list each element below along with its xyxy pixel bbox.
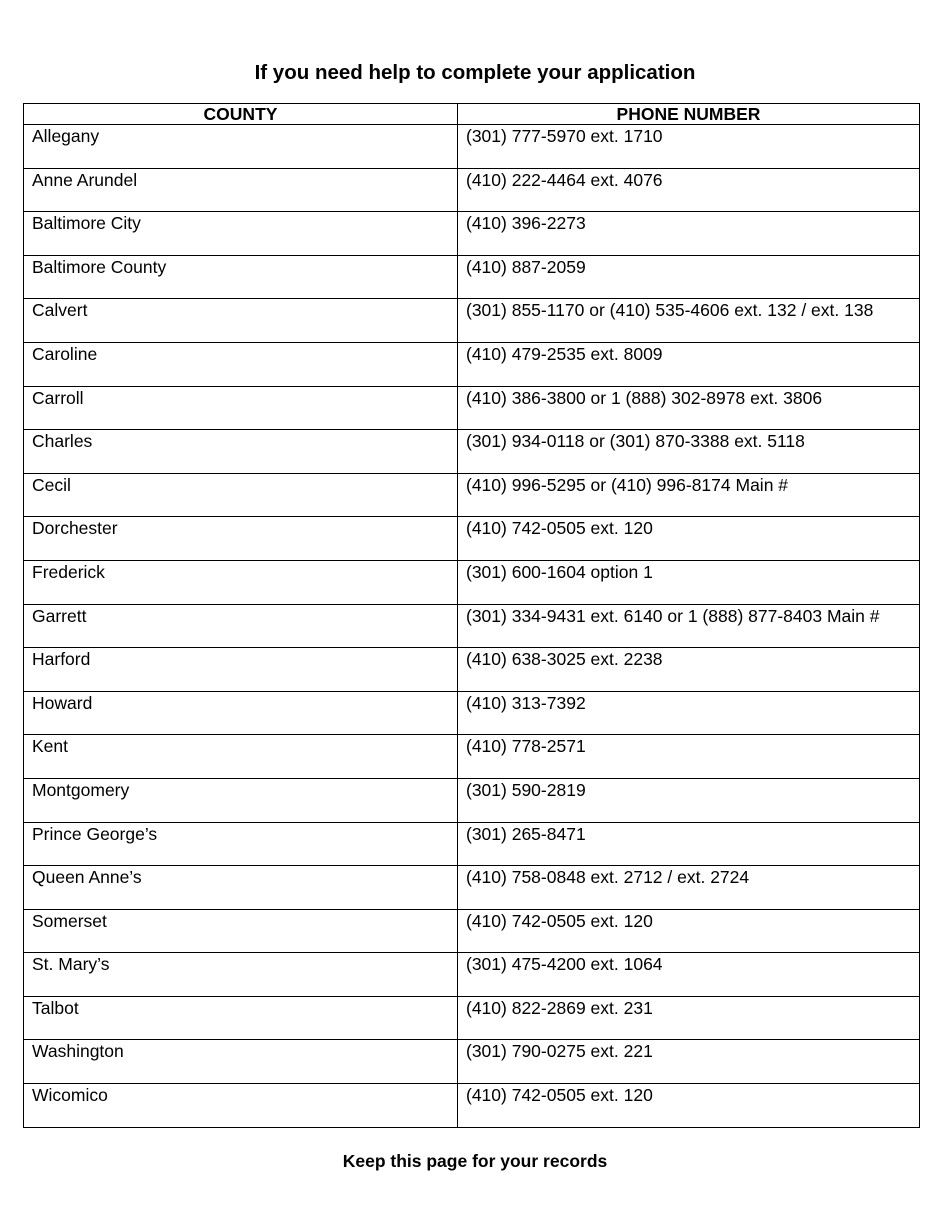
phone-cell: (410) 638-3025 ext. 2238 xyxy=(458,648,920,692)
county-cell: Charles xyxy=(24,430,458,474)
table-row xyxy=(24,604,920,648)
table-row xyxy=(24,1084,920,1128)
county-cell: Prince George’s xyxy=(24,822,458,866)
county-cell: Baltimore City xyxy=(24,212,458,256)
phone-cell: (301) 590-2819 xyxy=(458,778,920,822)
county-cell: Cecil xyxy=(24,473,458,517)
county-cell: Frederick xyxy=(24,560,458,604)
page-title: If you need help to complete your application xyxy=(254,61,696,84)
phone-cell: (410) 887-2059 xyxy=(458,255,920,299)
county-cell: Allegany xyxy=(24,125,458,169)
county-cell: Talbot xyxy=(24,996,458,1040)
phone-cell: (410) 822-2869 ext. 231 xyxy=(458,996,920,1040)
footer-note: Keep this page for your records xyxy=(342,1151,608,1171)
county-cell: Harford xyxy=(24,648,458,692)
phone-cell: (301) 475-4200 ext. 1064 xyxy=(458,953,920,997)
phone-cell: (410) 778-2571 xyxy=(458,735,920,779)
column-header-county: COUNTY xyxy=(24,104,458,125)
table-row xyxy=(24,953,920,997)
county-cell: Howard xyxy=(24,691,458,735)
county-cell: Baltimore County xyxy=(24,255,458,299)
table-row xyxy=(24,909,920,953)
table-row xyxy=(24,255,920,299)
phone-cell: (301) 777-5970 ext. 1710 xyxy=(458,125,920,169)
table-row xyxy=(24,517,920,561)
phone-cell: (410) 396-2273 xyxy=(458,212,920,256)
table-row xyxy=(24,299,920,343)
county-cell: Calvert xyxy=(24,299,458,343)
phone-cell: (410) 996-5295 or (410) 996-8174 Main # xyxy=(458,473,920,517)
phone-cell: (301) 790-0275 ext. 221 xyxy=(458,1040,920,1084)
table-row xyxy=(24,125,920,169)
table-row xyxy=(24,648,920,692)
table-row xyxy=(24,560,920,604)
county-cell: Garrett xyxy=(24,604,458,648)
phone-cell: (410) 386-3800 or 1 (888) 302-8978 ext. 3806 xyxy=(458,386,920,430)
table-row xyxy=(24,778,920,822)
table-row xyxy=(24,691,920,735)
county-phone-table xyxy=(23,103,920,1128)
county-cell: Washington xyxy=(24,1040,458,1084)
county-cell: Kent xyxy=(24,735,458,779)
county-cell: Wicomico xyxy=(24,1084,458,1128)
phone-cell: (410) 222-4464 ext. 4076 xyxy=(458,168,920,212)
county-cell: St. Mary’s xyxy=(24,953,458,997)
phone-cell: (410) 758-0848 ext. 2712 / ext. 2724 xyxy=(458,866,920,910)
table-row xyxy=(24,212,920,256)
column-header-phone: PHONE NUMBER xyxy=(458,104,920,125)
table-row xyxy=(24,822,920,866)
phone-cell: (410) 479-2535 ext. 8009 xyxy=(458,342,920,386)
table-row xyxy=(24,430,920,474)
county-cell: Anne Arundel xyxy=(24,168,458,212)
table-row xyxy=(24,866,920,910)
table-row xyxy=(24,996,920,1040)
phone-cell: (410) 742-0505 ext. 120 xyxy=(458,909,920,953)
phone-cell: (301) 855-1170 or (410) 535-4606 ext. 132 / ext. 138 xyxy=(458,299,920,343)
county-cell: Queen Anne’s xyxy=(24,866,458,910)
county-cell: Montgomery xyxy=(24,778,458,822)
county-cell: Carroll xyxy=(24,386,458,430)
table-row xyxy=(24,473,920,517)
table-row xyxy=(24,342,920,386)
phone-cell: (301) 334-9431 ext. 6140 or 1 (888) 877-8403 Main # xyxy=(458,604,920,648)
county-cell: Somerset xyxy=(24,909,458,953)
phone-cell: (301) 600-1604 option 1 xyxy=(458,560,920,604)
county-cell: Dorchester xyxy=(24,517,458,561)
phone-cell: (410) 742-0505 ext. 120 xyxy=(458,517,920,561)
phone-cell: (301) 934-0118 or (301) 870-3388 ext. 5118 xyxy=(458,430,920,474)
table-row xyxy=(24,735,920,779)
phone-cell: (301) 265-8471 xyxy=(458,822,920,866)
table-row xyxy=(24,386,920,430)
phone-cell: (410) 313-7392 xyxy=(458,691,920,735)
county-cell: Caroline xyxy=(24,342,458,386)
table-row xyxy=(24,168,920,212)
phone-cell: (410) 742-0505 ext. 120 xyxy=(458,1084,920,1128)
table-row xyxy=(24,1040,920,1084)
table-header-row xyxy=(24,104,920,125)
